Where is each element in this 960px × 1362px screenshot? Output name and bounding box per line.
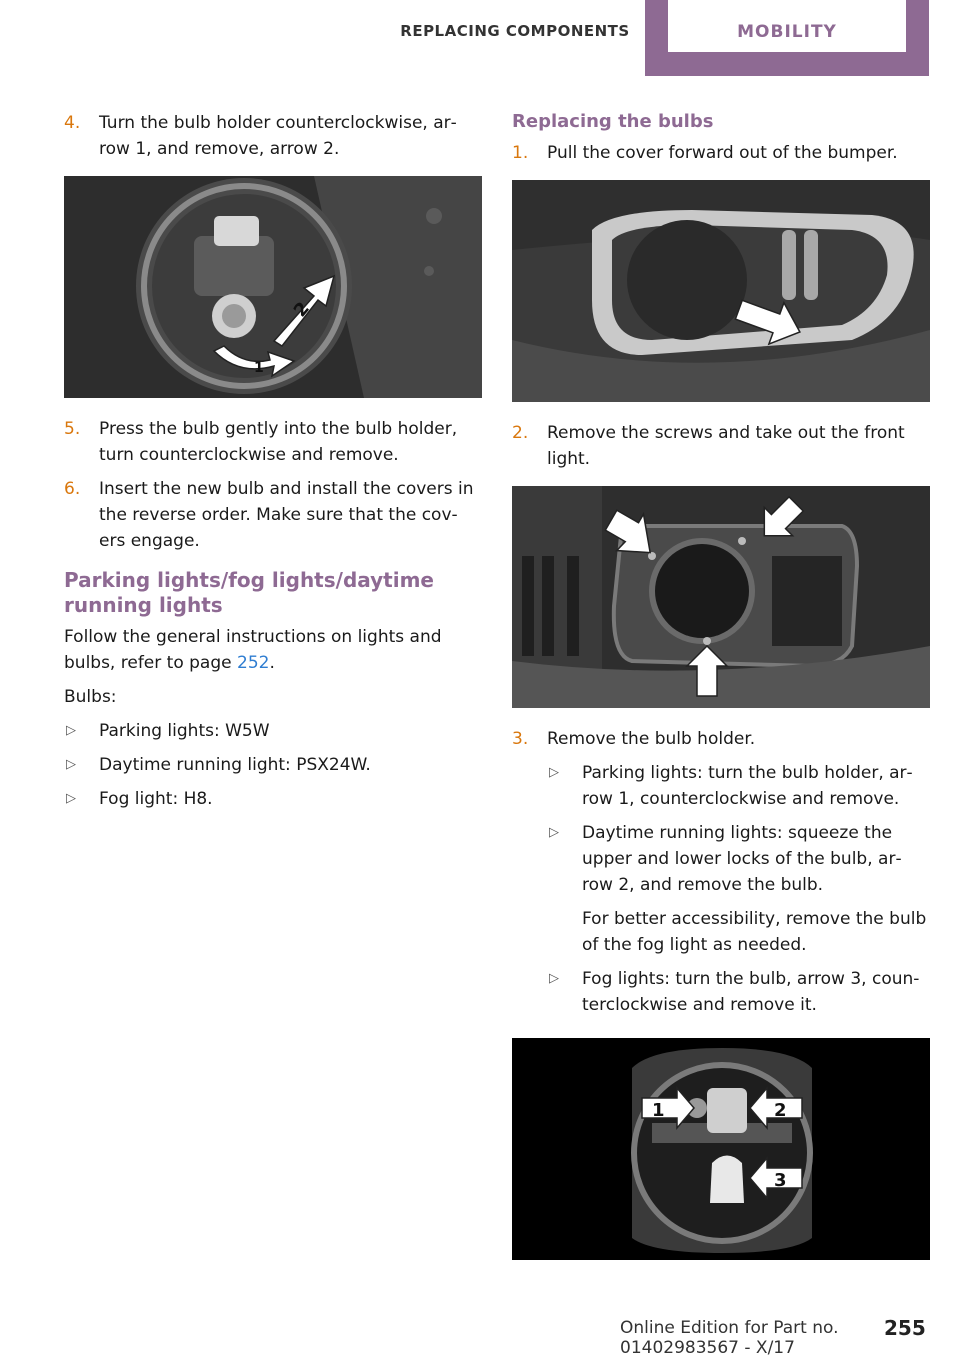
sub-step [547, 760, 930, 812]
bulb-text: Parking lights: W5W [99, 721, 270, 741]
intro-end: . [269, 653, 275, 673]
page-link[interactable]: 252 [237, 653, 270, 673]
step-text: Press the bulb gently into the bulb holder, turn counterclockwise and remove. [99, 419, 458, 465]
page-number: 255 [884, 1316, 926, 1340]
chapter-tab[interactable]: MOBILITY [668, 0, 906, 52]
bulb-holder-figure [64, 176, 482, 398]
right-column [512, 110, 930, 1278]
bulb-item [64, 786, 482, 812]
triangle-bullet-icon: ▷ [549, 765, 559, 780]
step-text: Remove the screws and take out the front light. [547, 423, 905, 469]
step-4 [64, 110, 482, 162]
triangle-bullet-icon: ▷ [66, 757, 76, 772]
intro-paragraph [64, 624, 482, 676]
bulbs-label: Bulbs: [64, 687, 117, 707]
step-text: Remove the bulb holder. [547, 729, 756, 749]
triangle-bullet-icon: ▷ [66, 723, 76, 738]
bulb-item [64, 718, 482, 744]
edition-footer: Online Edition for Part no. 01402983567 - X/17 [620, 1318, 839, 1358]
sub-step-text: Parking lights: turn the bulb holder, ar‐row 1, counterclockwise and remove. [582, 763, 913, 809]
front-light-screws-figure [512, 486, 930, 708]
step-2 [512, 420, 930, 472]
bulb-text: Daytime running light: PSX24W. [99, 755, 371, 775]
step-number: 6. [64, 479, 81, 499]
arrow-label-2: 2 [289, 298, 314, 322]
arrow-label-1: 1 [254, 360, 264, 376]
section-heading: Parking lights/fog lights/daytime running lights [64, 568, 434, 617]
bulb-item [64, 752, 482, 778]
triangle-bullet-icon: ▷ [549, 971, 559, 986]
step-text: Pull the cover forward out of the bumper. [547, 143, 898, 163]
bulb-text: Fog light: H8. [99, 789, 213, 809]
step-3 [512, 726, 930, 752]
sub-step [547, 820, 930, 898]
step-number: 1. [512, 143, 529, 163]
step-number: 4. [64, 113, 81, 133]
section-title: REPLACING COMPONENTS [400, 22, 630, 40]
step-number: 2. [512, 423, 529, 443]
left-column [64, 110, 482, 820]
step-text: Insert the new bulb and install the covers in the reverse order. Make sure that the cov‐ers engage. [99, 479, 474, 551]
step-number: 5. [64, 419, 81, 439]
sub-step [547, 966, 930, 1018]
triangle-bullet-icon: ▷ [66, 791, 76, 806]
step-text: Turn the bulb holder counterclockwise, ar‐row 1, and remove, arrow 2. [99, 113, 457, 159]
step-5 [64, 416, 482, 468]
fog-light-bulb-figure [512, 1038, 930, 1260]
subsection-heading: Replacing the bulbs [512, 111, 714, 132]
step-number: 3. [512, 729, 529, 749]
triangle-bullet-icon: ▷ [549, 825, 559, 840]
arrow-label-1: 1 [652, 1100, 665, 1121]
sub-step-note: For better accessibility, remove the bulb of the fog light as needed. [582, 909, 927, 955]
step-1 [512, 140, 930, 166]
arrow-label-2: 2 [774, 1100, 787, 1121]
sub-step-text: Daytime running lights: squeeze the upper and lower locks of the bulb, ar‐row 2, and remove the bulb. [582, 823, 902, 895]
intro-text: Follow the general instructions on lights and bulbs, refer to page [64, 627, 442, 673]
arrow-label-3: 3 [774, 1170, 787, 1191]
bumper-cover-figure [512, 180, 930, 402]
sub-step-text: Fog lights: turn the bulb, arrow 3, coun‐terclockwise and remove it. [582, 969, 920, 1015]
step-6 [64, 476, 482, 554]
